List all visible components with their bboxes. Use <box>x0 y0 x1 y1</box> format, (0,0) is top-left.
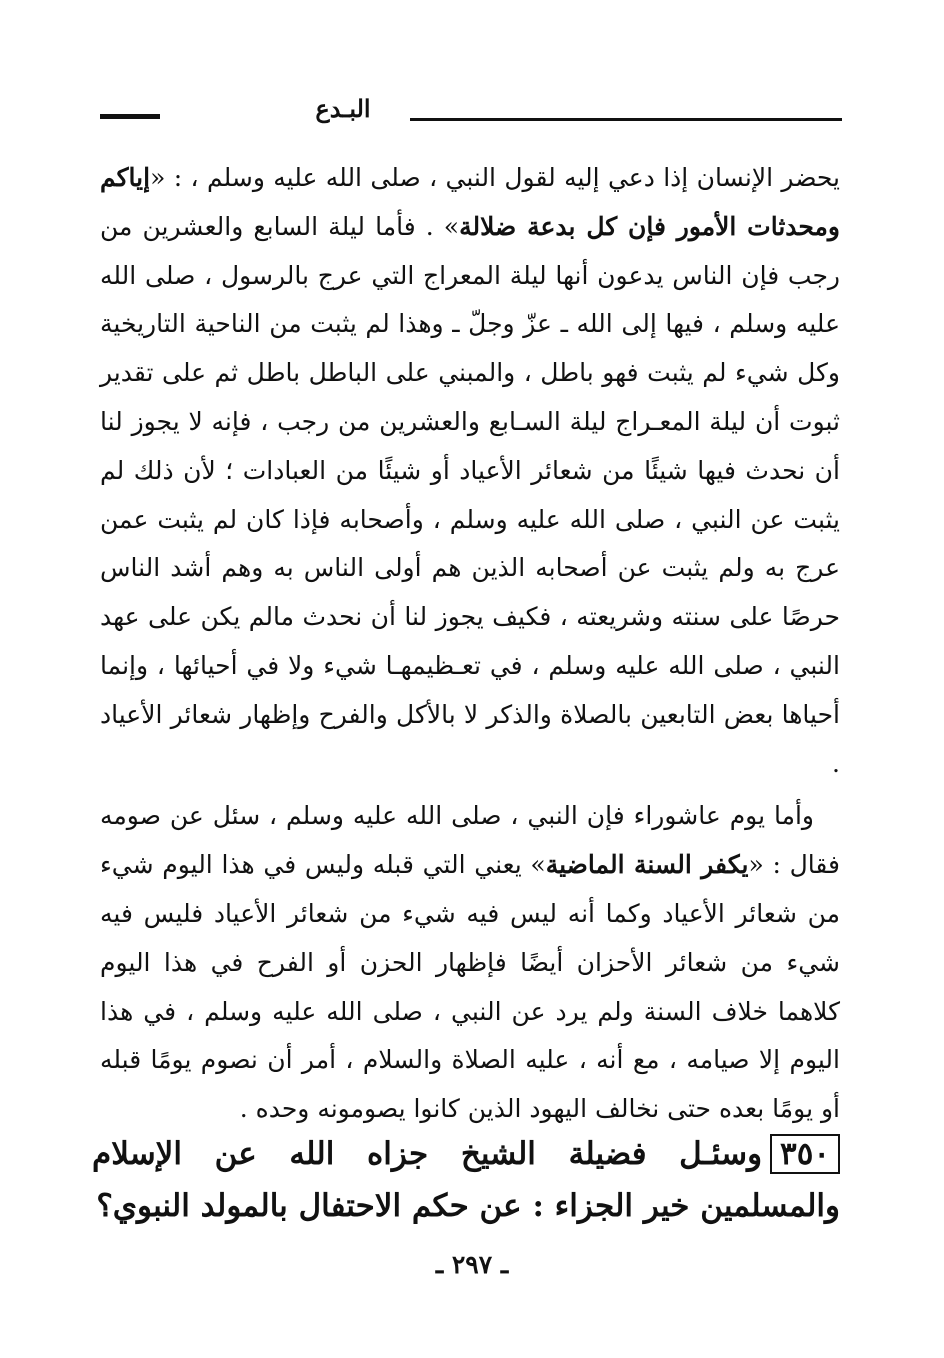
body-text <box>100 154 840 1134</box>
header-title: البـدع <box>315 94 371 123</box>
paragraph-1-part-b: » . فأما ليلة السابع والعشرين من رجب فإن الناس يدعون أنها ليلة المعراج التي عرج بالرسول ، صلى الله عليه وسلم ، فيها إلى الله ـ عزّ وجلّ ـ وهذا لم يثبت من الناحية التاريخية وكل شيء لم يثبت فهو باطل ، والمبني على الباطل باطل ثم على تقدير ثبوت أن ليلة المعـراج ليلة السـابع والعشرين من رجب ، فإنه لا يجوز لنا أن نحدث فيها شيئًا من شعائر الأعياد أو شيئًا من العبادات ؛ لأن ذلك لم يثبت عن النبي ، صلى الله عليه وسلم ، وأصحابه فإذا كان لم يثبت عمن عرج به ولم يثبت عن أصحابه الذين هم أولى الناس به وهم أشد الناس حرصًا على سنته وشريعته ، فكيف يجوز لنا أن نحدث مالم يكن على عهد النبي ، صلى الله عليه وسلم ، في تعـظيمهـا شيء ولا في أحيائها ، وإنما أحياها بعض التابعين بالصلاة والذكر لا بالأكل والفرح وإظهار شعائر الأعياد . <box>100 211 840 778</box>
paragraph-1-part-a: يحضر الإنسان إذا دعي إليه لقول النبي ، صلى الله عليه وسلم ، : « <box>150 163 840 192</box>
paragraph-2-part-b: » يعني التي قبله وليس في هذا اليوم شيء من شعائر الأعياد وكما أنه ليس فيه شيء من شعائر الأعياد فليس فيه شيء من شعائر الأحزان أيضًا فإظهار الحزن أو الفرح في هذا اليوم كلاهما خلاف السنة ولم يرد عن النبي ، صلى الله عليه وسلم ، في هذا اليوم إلا صيامه ، مع أنه ، عليه الصلاة والسلام ، أمر أن نصوم يومًا قبله أو يومًا بعده حتى نخالف اليهود الذين كانوا يصومونه وحده . <box>100 850 840 1124</box>
question-number-box: ٣٥٠ <box>770 1134 840 1174</box>
header-rule-long <box>410 118 842 121</box>
hadith-quote-2: يكفر السنة الماضية <box>545 850 749 880</box>
paragraph-2-part-a: وأما يوم عاشوراء فإن النبي ، صلى الله عليه وسلم ، سئل عن صومه فقال : « <box>100 801 840 880</box>
paragraph-1 <box>100 154 840 788</box>
page-number: ـ ٢٩٧ ـ <box>435 1250 509 1279</box>
paragraph-2 <box>100 792 840 1134</box>
running-header <box>100 92 842 132</box>
question-heading <box>92 1128 840 1232</box>
question-text: وسئـل فضيلة الشيخ جزاه الله عن الإسلام والمسلمين خير الجزاء : عن حكم الاحتفال بالمولد النبوي؟ <box>92 1136 840 1224</box>
header-rule-short <box>100 114 160 119</box>
hadith-quote-1: إياكم ومحدثات الأمور فإن كل بدعة ضلالة <box>100 163 840 241</box>
